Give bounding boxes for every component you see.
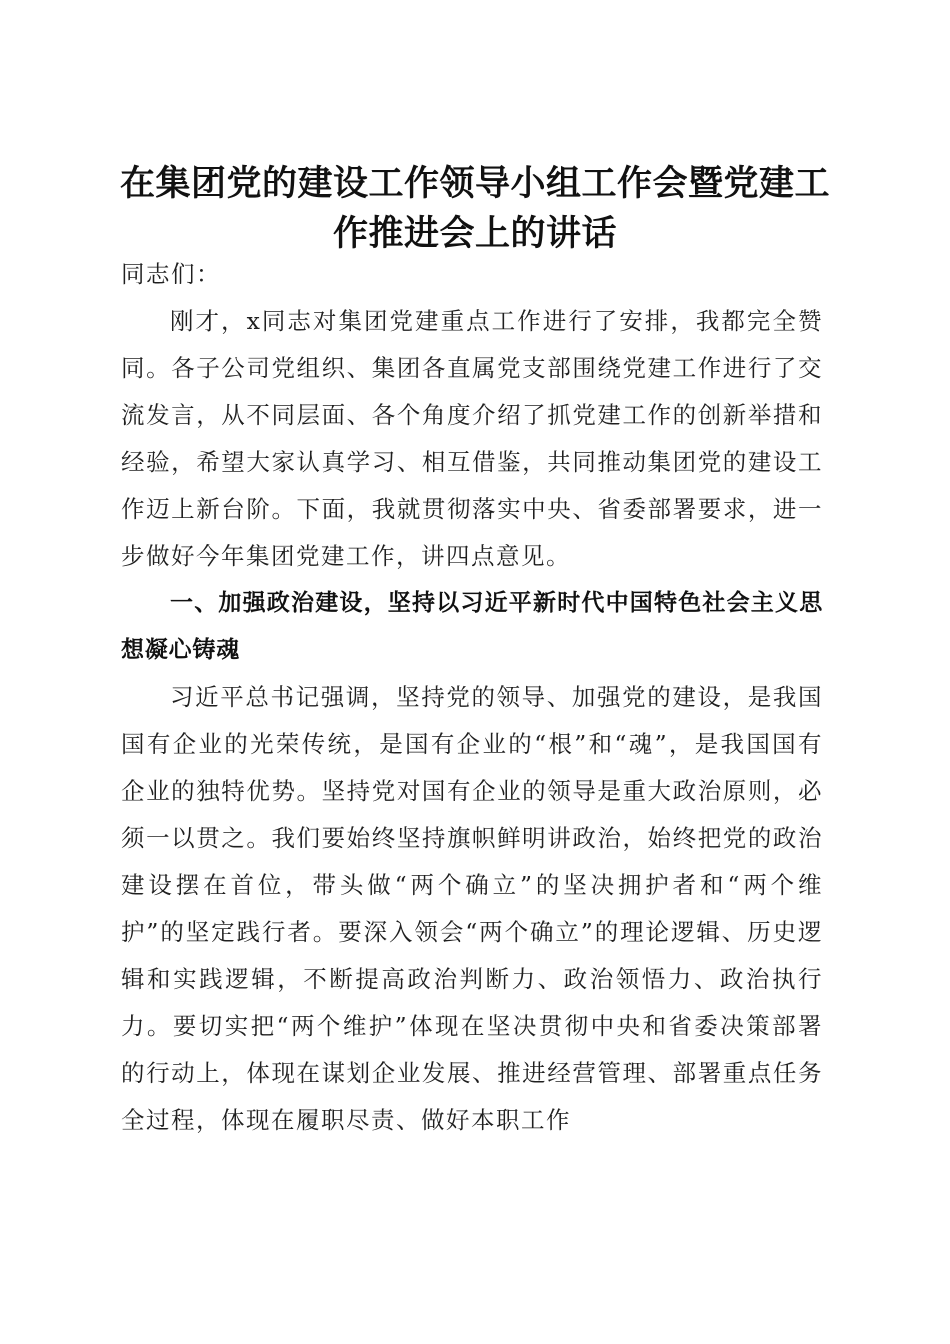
section-heading: 一、加强政治建设，坚持以习近平新时代中国特色社会主义思想凝心铸魂 <box>121 590 823 663</box>
document-body <box>121 251 823 1144</box>
intro-paragraph: 刚才，x同志对集团党建重点工作进行了安排，我都完全赞同。各子公司党组织、集团各直属党支部围绕党建工作进行了交流发言，从不同层面、各个角度介绍了抓党建工作的创新举措和经验，希望大家认真学习、相互借鉴，共同推动集团党的建设工作迈上新台阶。下面，我就贯彻落实中央、省委部署要求，进一步做好今年集团党建工作，讲四点意见。 <box>121 307 823 570</box>
document-title: 在集团党的建设工作领导小组工作会暨党建工作推进会上的讲话 <box>119 164 830 255</box>
salutation: 同志们： <box>121 260 221 288</box>
section-paragraph: 习近平总书记强调，坚持党的领导、加强党的建设，是我国国有企业的光荣传统，是国有企业的“根”和“魂”，是我国国有企业的独特优势。坚持党对国有企业的领导是重大政治原则，必须一以贯之。我们要始终坚持旗帜鲜明讲政治，始终把党的政治建设摆在首位，带头做“两个确立”的坚决拥护者和“两个维护”的坚定践行者。要深入领会“两个确立”的理论逻辑、历史逻辑和实践逻辑，不断提高政治判断力、政治领悟力、政治执行力。要切实把“两个维护”体现在坚决贯彻中央和省委决策部署的行动上，体现在谋划企业发展、推进经营管理、部署重点任务全过程，体现在履职尽责、做好本职工作 <box>121 683 823 1134</box>
